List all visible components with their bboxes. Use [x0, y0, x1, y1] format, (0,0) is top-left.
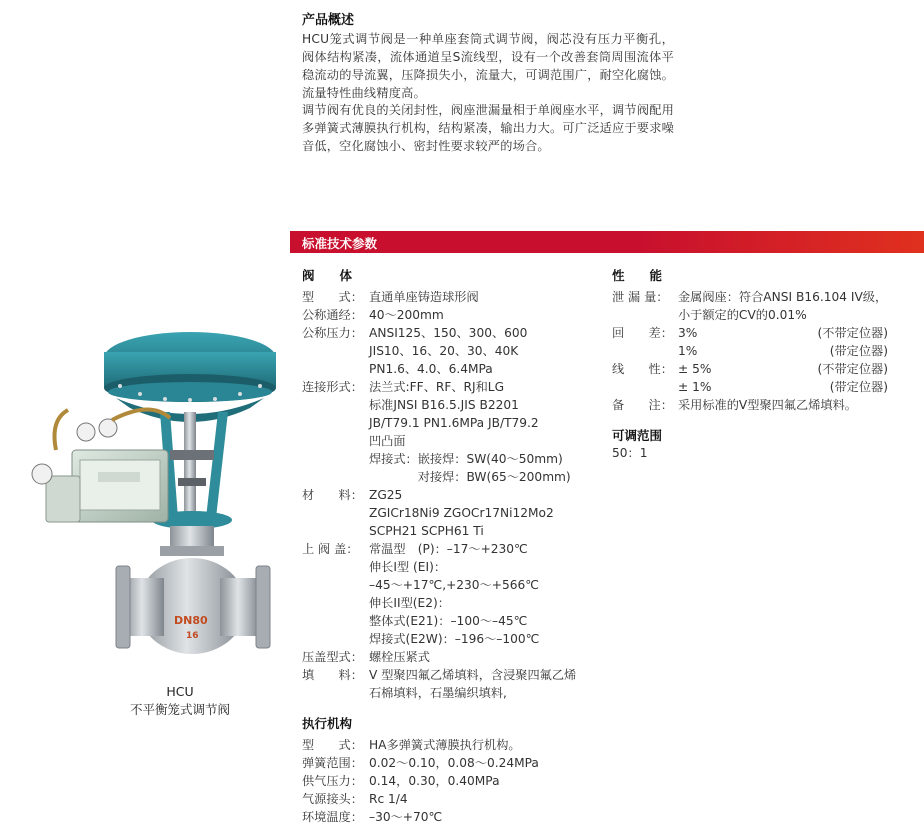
body-spec-value: JIS10、16、20、30、40K	[369, 344, 519, 358]
body-spec-value: ZGICr18Ni9 ZGOCr17Ni12Mo2	[369, 506, 554, 520]
body-spec-value: 伸长I型 (EI)：	[369, 560, 447, 574]
body-spec-value: 螺栓压紧式	[369, 650, 430, 664]
linearity-value-2: ± 1%	[678, 380, 712, 394]
body-spec-value: 40～200mm	[369, 308, 444, 322]
actuator-spec-label: 气源接头：	[302, 792, 363, 806]
body-spec-label: 压盖型式：	[302, 650, 363, 664]
body-spec-value: 整体式(E21)：–100～–45℃	[369, 614, 528, 628]
leakage-value-1: 金属阀座：符合ANSI B16.104 IV级，	[678, 290, 888, 304]
body-spec-value: V 型聚四氟乙烯填料，含浸聚四氟乙烯	[369, 668, 577, 682]
actuator-spec-value: 0.14，0.30，0.40MPa	[369, 774, 500, 788]
linearity-value-1: ± 5%	[678, 362, 712, 376]
product-model: HCU	[166, 684, 194, 699]
body-spec-value: 焊接式(E2W)：–196～–100℃	[369, 632, 540, 646]
spec-banner	[290, 231, 924, 253]
body-spec-value: 凹凸面	[369, 434, 406, 448]
pressure-gauge-icon	[99, 419, 117, 437]
body-spec-label: 连接形式：	[302, 380, 363, 394]
body-spec-value: 直通单座铸造球形阀	[369, 290, 479, 304]
overview-paragraph-2: 调节阀有优良的关闭封性，阀座泄漏量相于单阀座水平，调节阀配用多弹簧式薄膜执行机构，结构紧凑，输出力大。可广泛适应于要求噪音低，空化腐蚀小、密封性要求较严的场合。	[302, 103, 674, 153]
hysteresis-note-1: (不带定位器)	[817, 326, 888, 340]
body-spec-label: 上 阀 盖：	[302, 542, 359, 556]
body-spec-value: 对接焊：BW(65～200mm)	[369, 470, 571, 484]
product-name: 不平衡笼式调节阀	[129, 702, 230, 717]
body-spec-value: 石棉填料，石墨编织填料,	[369, 686, 507, 700]
pressure-gauge-icon	[32, 464, 52, 484]
remark-label: 备 注：	[612, 398, 673, 412]
actuator-spec-label: 型 式：	[302, 738, 363, 752]
linearity-note-2: (带定位器)	[829, 380, 888, 394]
body-spec-value: ANSI125、150、300、600	[369, 326, 528, 340]
leakage-label: 泄 漏 量：	[612, 290, 669, 304]
actuator-heading: 执行机构	[302, 716, 353, 731]
actuator-spec-value: HA多弹簧式薄膜执行机构。	[369, 738, 521, 752]
body-spec-value: JB/T79.1 PN1.6MPa JB/T79.2	[369, 416, 539, 430]
pressure-gauge-icon	[77, 423, 95, 441]
body-spec-label: 公称通经：	[302, 308, 363, 322]
body-spec-value: SCPH21 SCPH61 Ti	[369, 524, 484, 538]
linearity-label: 线 性：	[612, 362, 673, 376]
overview-paragraph-1: HCU笼式调节阀是一种单座套筒式调节阀，阀芯没有压力平衡孔，阀体结构紧凑，流体通道呈S流线型，设有一个改善套筒周围流体平稳流动的导流翼，压降损失小，流量大，可调范围广，耐空化腐蚀。流量特性曲线精度高。	[302, 32, 674, 100]
actuator-spec-value: 0.02～0.10，0.08～0.24MPa	[369, 756, 539, 770]
hysteresis-label: 回 差：	[612, 326, 673, 340]
body-spec-value: –45～+17℃,+230～+566℃	[369, 578, 539, 592]
actuator-spec-value: –30～+70℃	[369, 810, 443, 824]
valve-body-heading: 阀 体	[302, 268, 353, 283]
body-spec-value: PN1.6、4.0、6.4MPa	[369, 362, 493, 376]
range-heading: 可调范围	[612, 428, 663, 443]
body-marking: DN80	[174, 614, 208, 627]
overview-title: 产品概述	[302, 13, 355, 28]
body-spec-value: 伸长II型(E2)：	[369, 596, 450, 610]
range-value: 50：1	[612, 446, 648, 460]
actuator-spec-label: 供气压力：	[302, 774, 363, 788]
pressure-marking: 16	[186, 631, 199, 641]
control-valve-image	[20, 300, 280, 684]
remark-value: 采用标准的V型聚四氟乙烯填料。	[678, 398, 857, 412]
body-spec-value: ZG25	[369, 488, 403, 502]
actuator-spec-label: 弹簧范围：	[302, 756, 363, 770]
actuator-spec-label: 环境温度：	[302, 810, 363, 824]
hysteresis-value-2: 1%	[678, 344, 698, 358]
linearity-note-1: (不带定位器)	[817, 362, 888, 376]
body-spec-label: 材 料：	[302, 488, 363, 502]
hysteresis-note-2: (带定位器)	[829, 344, 888, 358]
body-spec-value: 法兰式:FF、RF、RJ和LG	[369, 380, 505, 394]
actuator-spec-value: Rc 1/4	[369, 792, 408, 806]
body-spec-label: 填 料：	[302, 668, 363, 682]
spec-banner-title: 标准技术参数	[302, 236, 378, 251]
leakage-value-2: 小于额定的CV的0.01%	[678, 308, 807, 322]
body-spec-value: 标准JNSI B16.5.JIS B2201	[369, 398, 519, 412]
body-spec-label: 型 式：	[302, 290, 363, 304]
body-spec-label: 公称压力：	[302, 326, 363, 340]
body-spec-value: 焊接式：嵌接焊：SW(40～50mm)	[369, 452, 563, 466]
hysteresis-value-1: 3%	[678, 326, 698, 340]
body-spec-value: 常温型 (P)：–17～+230℃	[369, 542, 528, 556]
performance-heading: 性 能	[612, 268, 663, 283]
